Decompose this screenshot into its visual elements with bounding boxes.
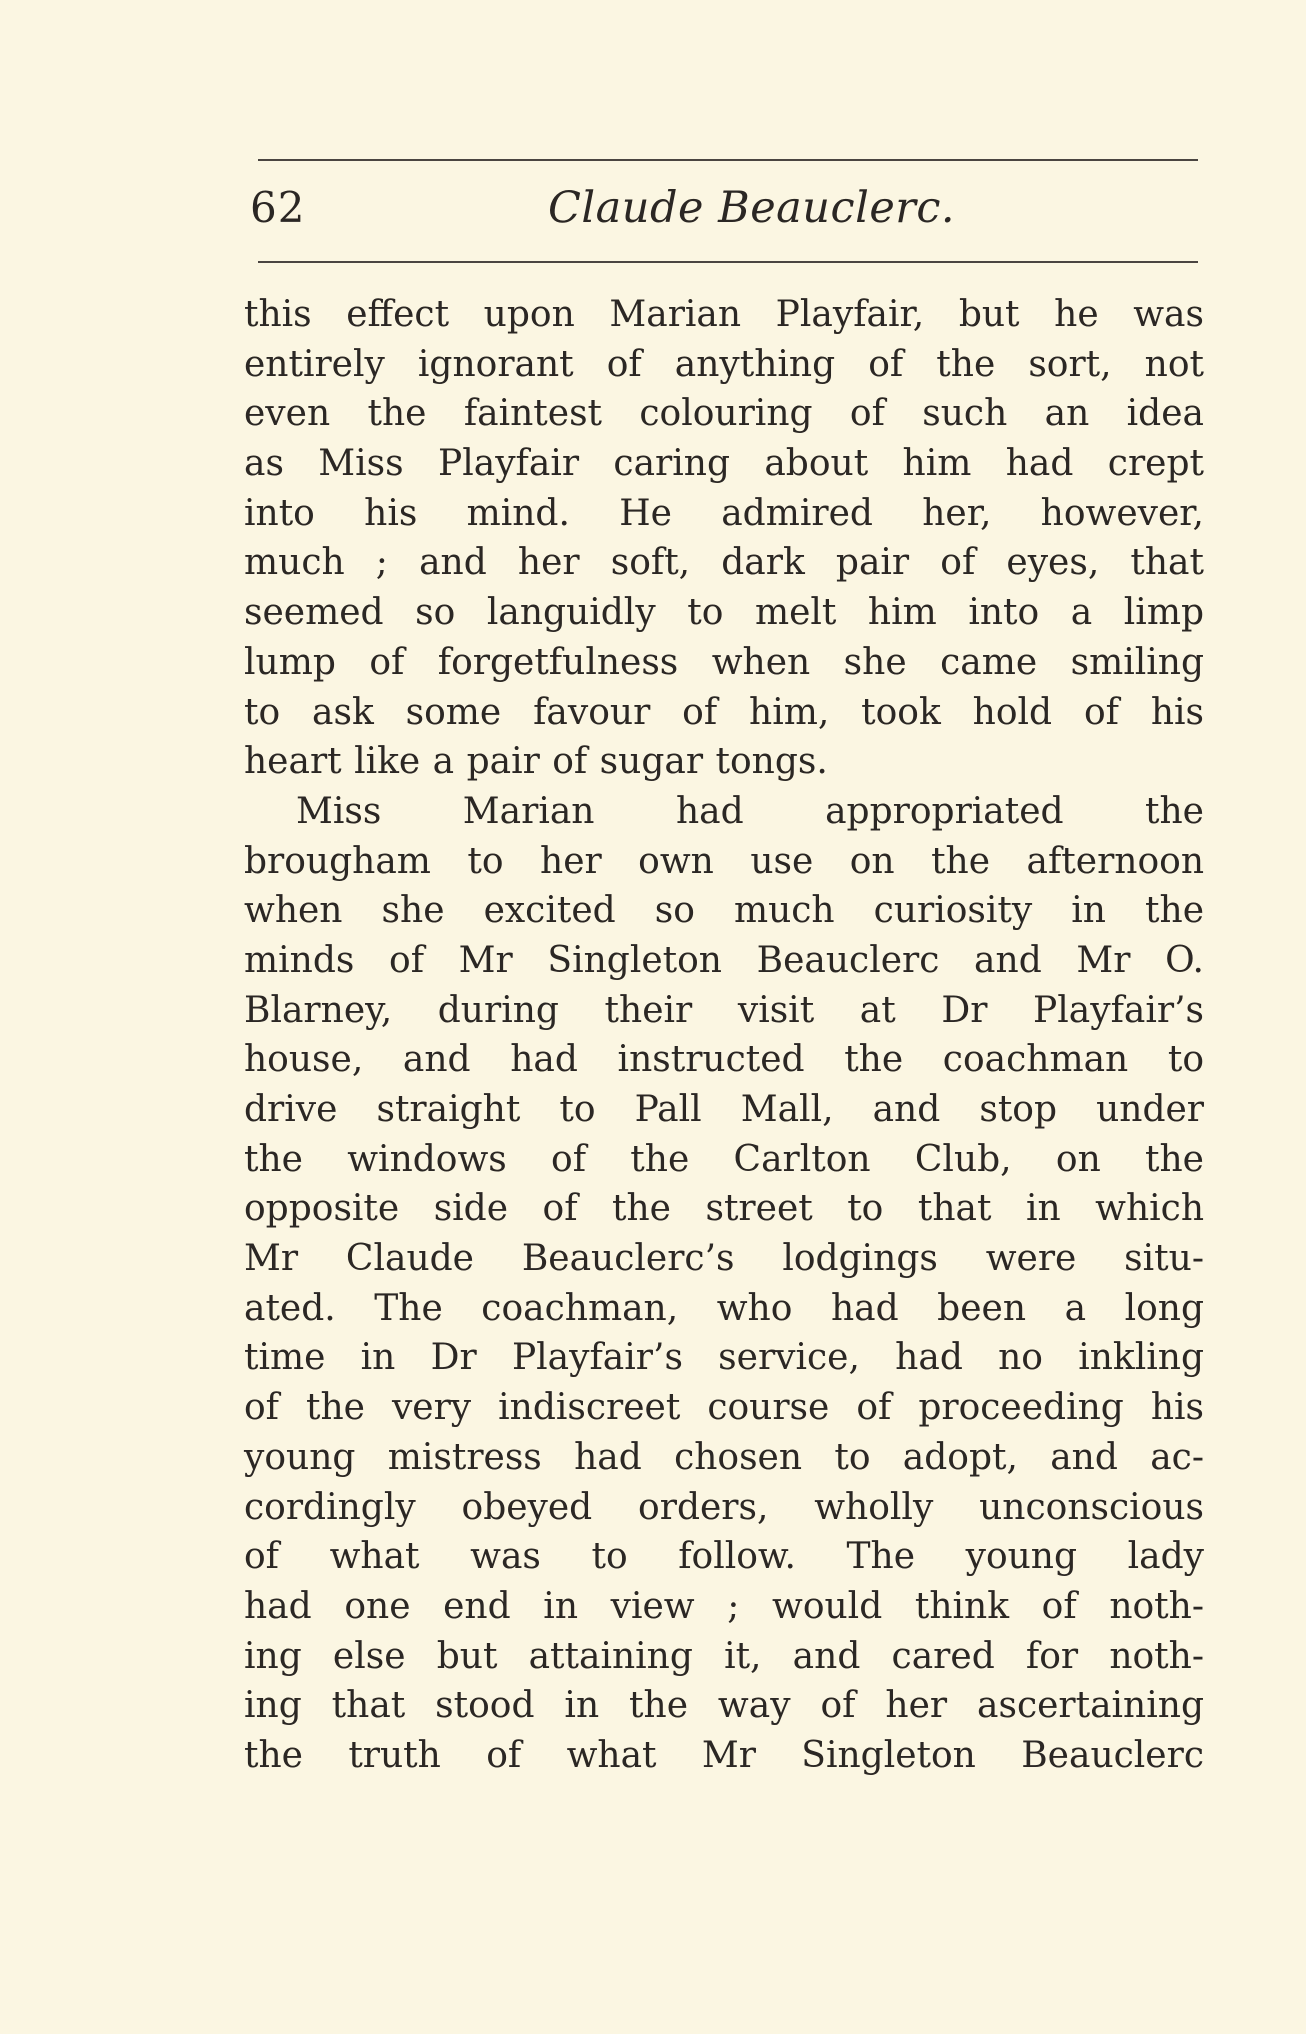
text-line: minds of Mr Singleton Beauclerc and Mr O. bbox=[244, 939, 1204, 981]
running-head bbox=[250, 178, 1200, 238]
text-line: brougham to her own use on the afternoon bbox=[244, 840, 1204, 882]
text-line: of what was to follow. The young lady bbox=[244, 1536, 1204, 1578]
text-line: even the faintest colouring of such an idea bbox=[244, 393, 1204, 435]
text-line: as Miss Playfair caring about him had crept bbox=[244, 443, 1204, 485]
text-line: ing else but attaining it, and cared for noth- bbox=[244, 1635, 1204, 1677]
text-line: ing that stood in the way of her ascertaining bbox=[244, 1685, 1204, 1727]
text-line: time in Dr Playfair’s service, had no inkling bbox=[244, 1337, 1204, 1379]
text-line: lump of forgetfulness when she came smiling bbox=[244, 641, 1204, 683]
body-text bbox=[244, 290, 1204, 1781]
text-line: cordingly obeyed orders, wholly unconscious bbox=[244, 1486, 1204, 1528]
paragraph-start-line: Miss Marian had appropriated the bbox=[296, 790, 1204, 832]
text-line: this effect upon Marian Playfair, but he was bbox=[244, 294, 1204, 335]
book-title: Claude Beauclerc. bbox=[548, 183, 956, 233]
text-line: the truth of what Mr Singleton Beauclerc bbox=[244, 1734, 1204, 1776]
text-line: the windows of the Carlton Club, on the bbox=[244, 1138, 1204, 1180]
text-line: had one end in view ; would think of noth- bbox=[244, 1585, 1204, 1627]
text-line: young mistress had chosen to adopt, and ac- bbox=[244, 1436, 1204, 1478]
text-line: into his mind. He admired her, however, bbox=[244, 492, 1204, 534]
text-line: drive straight to Pall Mall, and stop under bbox=[244, 1089, 1204, 1130]
text-line: ated. The coachman, who had been a long bbox=[244, 1287, 1204, 1329]
text-line: entirely ignorant of anything of the sort, not bbox=[244, 343, 1204, 385]
text-line: much ; and her soft, dark pair of eyes, that bbox=[244, 542, 1204, 584]
text-line: opposite side of the street to that in which bbox=[244, 1188, 1204, 1230]
text-line: Blarney, during their visit at Dr Playfair’s bbox=[244, 989, 1204, 1031]
text-line: Mr Claude Beauclerc’s lodgings were situ- bbox=[244, 1238, 1204, 1280]
text-line: seemed so languidly to melt him into a limp bbox=[244, 592, 1204, 634]
text-line: to ask some favour of him, took hold of his bbox=[244, 691, 1204, 733]
text-line: of the very indiscreet course of proceeding his bbox=[244, 1387, 1204, 1429]
text-line: house, and had instructed the coachman to bbox=[244, 1039, 1204, 1081]
header-rule-bottom bbox=[258, 261, 1198, 263]
text-line: when she excited so much curiosity in the bbox=[244, 890, 1204, 932]
page-number: 62 bbox=[250, 183, 306, 232]
paragraph-end-line: heart like a pair of sugar tongs. bbox=[244, 741, 828, 783]
header-rule-top bbox=[258, 159, 1198, 161]
